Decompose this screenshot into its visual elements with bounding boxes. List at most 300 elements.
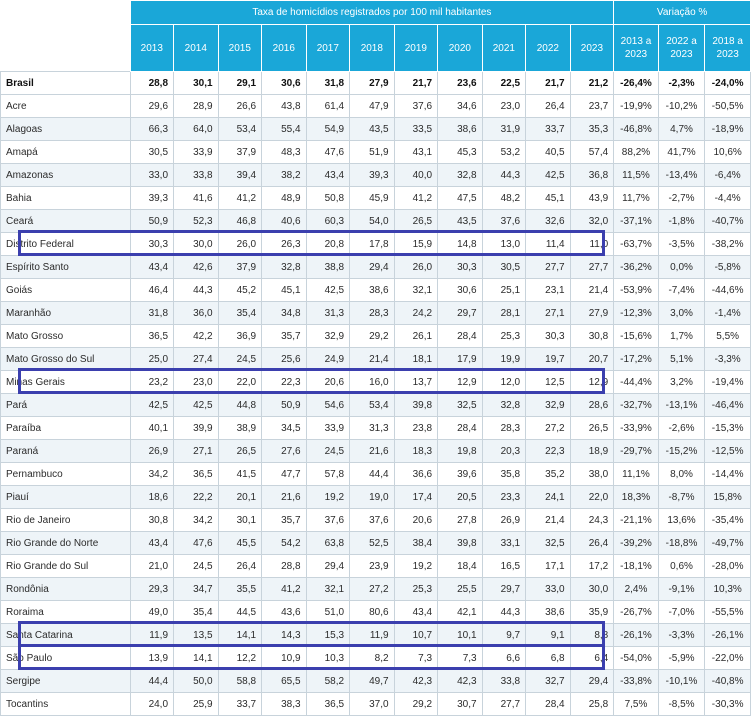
rate-cell: 33,7: [526, 118, 571, 141]
variation-cell: -53,9%: [614, 279, 659, 302]
table-row: [1, 187, 751, 210]
rate-cell: 43,4: [394, 601, 438, 624]
variation-cell: 10,6%: [705, 141, 751, 164]
rate-cell: 26,9: [130, 440, 174, 463]
variation-cell: -5,8%: [705, 256, 751, 279]
state-name: Santa Catarina: [1, 624, 131, 647]
rate-cell: 34,2: [174, 509, 219, 532]
year-header-2015: 2015: [218, 25, 262, 72]
rate-cell: 10,7: [394, 624, 438, 647]
rate-cell: 29,2: [350, 325, 395, 348]
rate-cell: 35,7: [262, 325, 307, 348]
rate-cell: 11,4: [526, 233, 571, 256]
rate-cell: 19,2: [306, 486, 350, 509]
rate-cell: 58,8: [218, 670, 262, 693]
rate-cell: 43,1: [394, 141, 438, 164]
rate-cell: 39,3: [130, 187, 174, 210]
rate-cell: 32,5: [438, 394, 483, 417]
state-name: Distrito Federal: [1, 233, 131, 256]
rate-cell: 32,1: [394, 279, 438, 302]
rate-cell: 44,8: [218, 394, 262, 417]
rate-cell: 20,6: [394, 509, 438, 532]
rate-cell: 48,9: [262, 187, 307, 210]
rate-cell: 66,3: [130, 118, 174, 141]
variation-cell: -19,9%: [614, 95, 659, 118]
table-row: [1, 141, 751, 164]
rate-cell: 24,5: [218, 348, 262, 371]
rate-cell: 30,5: [130, 141, 174, 164]
rate-cell: 30,6: [262, 72, 307, 95]
rate-group-header: Taxa de homicídios registrados por 100 mil habitantes: [130, 1, 614, 25]
rate-cell: 27,7: [526, 256, 571, 279]
state-name: Acre: [1, 95, 131, 118]
rate-cell: 19,0: [350, 486, 395, 509]
rate-cell: 30,0: [570, 578, 614, 601]
rate-cell: 17,4: [394, 486, 438, 509]
state-name: Rondônia: [1, 578, 131, 601]
variation-header: 2013 a 2023: [614, 25, 659, 72]
rate-cell: 35,3: [570, 118, 614, 141]
variation-cell: -46,8%: [614, 118, 659, 141]
rate-cell: 30,8: [130, 509, 174, 532]
variation-cell: -10,2%: [658, 95, 705, 118]
rate-cell: 32,8: [482, 394, 526, 417]
rate-cell: 25,0: [130, 348, 174, 371]
state-name: Maranhão: [1, 302, 131, 325]
table-row: [1, 486, 751, 509]
state-name: São Paulo: [1, 647, 131, 670]
rate-cell: 38,0: [570, 463, 614, 486]
variation-cell: 2,4%: [614, 578, 659, 601]
variation-cell: -8,7%: [658, 486, 705, 509]
rate-cell: 36,8: [570, 164, 614, 187]
variation-cell: 1,7%: [658, 325, 705, 348]
rate-cell: 16,0: [350, 371, 395, 394]
rate-cell: 35,7: [262, 509, 307, 532]
table-row: [1, 670, 751, 693]
rate-cell: 29,1: [218, 72, 262, 95]
variation-cell: 3,0%: [658, 302, 705, 325]
rate-cell: 27,7: [570, 256, 614, 279]
rate-cell: 50,0: [174, 670, 219, 693]
rate-cell: 15,3: [306, 624, 350, 647]
rate-cell: 61,4: [306, 95, 350, 118]
rate-cell: 39,8: [394, 394, 438, 417]
rate-cell: 32,5: [526, 532, 571, 555]
rate-cell: 12,9: [438, 371, 483, 394]
year-header-2023: 2023: [570, 25, 614, 72]
rate-cell: 26,9: [482, 509, 526, 532]
rate-cell: 35,8: [482, 463, 526, 486]
rate-cell: 27,2: [350, 578, 395, 601]
variation-cell: -63,7%: [614, 233, 659, 256]
rate-cell: 28,8: [262, 555, 307, 578]
variation-cell: 5,5%: [705, 325, 751, 348]
rate-cell: 19,2: [394, 555, 438, 578]
year-header-2022: 2022: [526, 25, 571, 72]
rate-cell: 48,2: [482, 187, 526, 210]
rate-cell: 26,6: [218, 95, 262, 118]
rate-cell: 40,1: [130, 417, 174, 440]
rate-cell: 30,5: [482, 256, 526, 279]
state-name: Goiás: [1, 279, 131, 302]
rate-cell: 40,0: [394, 164, 438, 187]
rate-cell: 64,0: [174, 118, 219, 141]
rate-cell: 36,0: [174, 302, 219, 325]
table-row: [1, 95, 751, 118]
rate-cell: 10,1: [438, 624, 483, 647]
variation-cell: -54,0%: [614, 647, 659, 670]
rate-cell: 47,6: [306, 141, 350, 164]
rate-cell: 9,7: [482, 624, 526, 647]
rate-cell: 36,6: [394, 463, 438, 486]
table-row: [1, 233, 751, 256]
variation-cell: 11,1%: [614, 463, 659, 486]
rate-cell: 18,1: [394, 348, 438, 371]
rate-cell: 14,3: [262, 624, 307, 647]
table-row: [1, 555, 751, 578]
variation-cell: -22,0%: [705, 647, 751, 670]
rate-cell: 32,9: [526, 394, 571, 417]
rate-cell: 58,2: [306, 670, 350, 693]
rate-cell: 31,9: [482, 118, 526, 141]
rate-cell: 43,8: [262, 95, 307, 118]
rate-cell: 27,8: [438, 509, 483, 532]
rate-cell: 13,9: [130, 647, 174, 670]
rate-cell: 28,8: [130, 72, 174, 95]
rate-cell: 30,3: [526, 325, 571, 348]
rate-cell: 17,2: [570, 555, 614, 578]
rate-cell: 20,3: [482, 440, 526, 463]
variation-cell: -7,0%: [658, 601, 705, 624]
rate-cell: 29,2: [394, 693, 438, 716]
rate-cell: 24,5: [174, 555, 219, 578]
state-name: Paraná: [1, 440, 131, 463]
rate-cell: 29,4: [350, 256, 395, 279]
variation-cell: -17,2%: [614, 348, 659, 371]
rate-cell: 31,8: [306, 72, 350, 95]
rate-cell: 30,7: [438, 693, 483, 716]
rate-cell: 52,3: [174, 210, 219, 233]
rate-cell: 19,9: [482, 348, 526, 371]
variation-cell: -8,5%: [658, 693, 705, 716]
year-header-2018: 2018: [350, 25, 395, 72]
rate-cell: 35,9: [570, 601, 614, 624]
rate-cell: 29,6: [130, 95, 174, 118]
rate-cell: 26,4: [526, 95, 571, 118]
rate-cell: 43,6: [262, 601, 307, 624]
variation-cell: -26,1%: [614, 624, 659, 647]
rate-cell: 23,3: [482, 486, 526, 509]
variation-header: 2018 a 2023: [705, 25, 751, 72]
rate-cell: 6,6: [482, 647, 526, 670]
variation-cell: -3,3%: [658, 624, 705, 647]
rate-cell: 31,3: [306, 302, 350, 325]
rate-cell: 20,6: [306, 371, 350, 394]
variation-cell: -30,3%: [705, 693, 751, 716]
rate-cell: 26,3: [262, 233, 307, 256]
rate-cell: 52,5: [350, 532, 395, 555]
rate-cell: 25,3: [482, 325, 526, 348]
rate-cell: 28,3: [482, 417, 526, 440]
state-name: Pernambuco: [1, 463, 131, 486]
variation-cell: 10,3%: [705, 578, 751, 601]
rate-cell: 10,3: [306, 647, 350, 670]
table-row: [1, 578, 751, 601]
variation-cell: -2,7%: [658, 187, 705, 210]
rate-cell: 18,6: [130, 486, 174, 509]
rate-cell: 26,4: [570, 532, 614, 555]
rate-cell: 53,4: [350, 394, 395, 417]
table-row: [1, 302, 751, 325]
rate-cell: 20,8: [306, 233, 350, 256]
rate-cell: 44,4: [130, 670, 174, 693]
rate-cell: 6,8: [526, 647, 571, 670]
rate-cell: 51,9: [350, 141, 395, 164]
rate-cell: 44,3: [482, 601, 526, 624]
rate-cell: 23,2: [130, 371, 174, 394]
rate-cell: 65,5: [262, 670, 307, 693]
rate-cell: 24,9: [306, 348, 350, 371]
rate-cell: 44,4: [350, 463, 395, 486]
rate-cell: 7,3: [394, 647, 438, 670]
variation-cell: -15,3%: [705, 417, 751, 440]
rate-cell: 33,7: [218, 693, 262, 716]
state-name: Amazonas: [1, 164, 131, 187]
rate-cell: 54,9: [306, 118, 350, 141]
rate-cell: 16,5: [482, 555, 526, 578]
rate-cell: 45,3: [438, 141, 483, 164]
year-header-2019: 2019: [394, 25, 438, 72]
rate-cell: 50,8: [306, 187, 350, 210]
rate-cell: 25,1: [482, 279, 526, 302]
rate-cell: 12,0: [482, 371, 526, 394]
rate-cell: 34,6: [438, 95, 483, 118]
rate-cell: 30,3: [438, 256, 483, 279]
table-row: [1, 256, 751, 279]
table-row: [1, 532, 751, 555]
rate-cell: 55,4: [262, 118, 307, 141]
rate-cell: 23,8: [394, 417, 438, 440]
table-row: [1, 417, 751, 440]
rate-cell: 32,9: [306, 325, 350, 348]
rate-cell: 43,9: [570, 187, 614, 210]
state-name: Bahia: [1, 187, 131, 210]
variation-cell: -2,3%: [658, 72, 705, 95]
variation-cell: -18,9%: [705, 118, 751, 141]
rate-cell: 21,7: [394, 72, 438, 95]
rate-cell: 45,2: [218, 279, 262, 302]
rate-cell: 80,6: [350, 601, 395, 624]
rate-cell: 33,5: [394, 118, 438, 141]
rate-cell: 38,3: [262, 693, 307, 716]
rate-cell: 45,9: [350, 187, 395, 210]
variation-cell: -19,4%: [705, 371, 751, 394]
state-name: Pará: [1, 394, 131, 417]
rate-cell: 35,4: [174, 601, 219, 624]
variation-cell: 3,2%: [658, 371, 705, 394]
rate-cell: 30,3: [130, 233, 174, 256]
state-name: Piauí: [1, 486, 131, 509]
variation-header: 2022 a 2023: [658, 25, 705, 72]
rate-cell: 33,8: [482, 670, 526, 693]
rate-cell: 37,6: [394, 95, 438, 118]
rate-cell: 14,1: [218, 624, 262, 647]
variation-cell: -18,1%: [614, 555, 659, 578]
variation-cell: -26,1%: [705, 624, 751, 647]
rate-cell: 38,6: [438, 118, 483, 141]
rate-cell: 42,2: [174, 325, 219, 348]
rate-cell: 21,0: [130, 555, 174, 578]
rate-cell: 24,1: [526, 486, 571, 509]
rate-cell: 25,3: [394, 578, 438, 601]
rate-cell: 44,3: [174, 279, 219, 302]
rate-cell: 49,7: [350, 670, 395, 693]
rate-cell: 18,9: [570, 440, 614, 463]
rate-cell: 43,4: [130, 256, 174, 279]
rate-cell: 22,0: [218, 371, 262, 394]
table-row: [1, 601, 751, 624]
rate-cell: 38,6: [350, 279, 395, 302]
table-row: [1, 210, 751, 233]
rate-cell: 34,5: [262, 417, 307, 440]
variation-cell: -9,1%: [658, 578, 705, 601]
rate-cell: 26,5: [394, 210, 438, 233]
table-row: [1, 509, 751, 532]
rate-cell: 18,4: [438, 555, 483, 578]
rate-cell: 48,3: [262, 141, 307, 164]
rate-cell: 28,4: [438, 417, 483, 440]
state-name: Rio Grande do Sul: [1, 555, 131, 578]
variation-cell: -12,5%: [705, 440, 751, 463]
rate-cell: 33,8: [174, 164, 219, 187]
variation-cell: -10,1%: [658, 670, 705, 693]
rate-cell: 49,0: [130, 601, 174, 624]
rate-cell: 46,4: [130, 279, 174, 302]
rate-cell: 27,6: [262, 440, 307, 463]
rate-cell: 45,1: [526, 187, 571, 210]
variation-cell: -37,1%: [614, 210, 659, 233]
variation-cell: -55,5%: [705, 601, 751, 624]
rate-cell: 34,7: [174, 578, 219, 601]
rate-cell: 33,1: [482, 532, 526, 555]
variation-cell: 11,5%: [614, 164, 659, 187]
rate-cell: 35,5: [218, 578, 262, 601]
rate-cell: 43,4: [130, 532, 174, 555]
year-header-2013: 2013: [130, 25, 174, 72]
rate-cell: 17,9: [438, 348, 483, 371]
variation-cell: -15,2%: [658, 440, 705, 463]
state-name: Espírito Santo: [1, 256, 131, 279]
rate-cell: 38,2: [262, 164, 307, 187]
year-header-2014: 2014: [174, 25, 219, 72]
rate-cell: 25,5: [438, 578, 483, 601]
rate-cell: 13,0: [482, 233, 526, 256]
variation-cell: 7,5%: [614, 693, 659, 716]
rate-cell: 13,5: [174, 624, 219, 647]
rate-cell: 19,8: [438, 440, 483, 463]
variation-cell: -33,8%: [614, 670, 659, 693]
variation-cell: -35,4%: [705, 509, 751, 532]
rate-cell: 30,6: [438, 279, 483, 302]
table-row: [1, 348, 751, 371]
rate-cell: 35,4: [218, 302, 262, 325]
rate-cell: 34,8: [262, 302, 307, 325]
rate-cell: 36,5: [130, 325, 174, 348]
rate-cell: 43,5: [438, 210, 483, 233]
rate-cell: 27,2: [526, 417, 571, 440]
state-name: Minas Gerais: [1, 371, 131, 394]
rate-cell: 36,5: [174, 463, 219, 486]
variation-cell: -13,1%: [658, 394, 705, 417]
rate-cell: 47,5: [438, 187, 483, 210]
rate-cell: 8,2: [350, 647, 395, 670]
state-name: Sergipe: [1, 670, 131, 693]
rate-cell: 39,9: [174, 417, 219, 440]
rate-cell: 21,6: [350, 440, 395, 463]
variation-cell: -1,4%: [705, 302, 751, 325]
rate-cell: 27,4: [174, 348, 219, 371]
table-row: [1, 394, 751, 417]
variation-cell: -38,2%: [705, 233, 751, 256]
rate-cell: 33,0: [130, 164, 174, 187]
table-row: [1, 647, 751, 670]
rate-cell: 54,6: [306, 394, 350, 417]
rate-cell: 53,4: [218, 118, 262, 141]
rate-cell: 37,6: [350, 509, 395, 532]
variation-cell: -40,8%: [705, 670, 751, 693]
rate-cell: 33,0: [526, 578, 571, 601]
rate-cell: 63,8: [306, 532, 350, 555]
variation-cell: -7,4%: [658, 279, 705, 302]
rate-cell: 41,2: [394, 187, 438, 210]
rate-cell: 23,7: [570, 95, 614, 118]
rate-cell: 37,0: [350, 693, 395, 716]
variation-cell: 88,2%: [614, 141, 659, 164]
rate-cell: 41,6: [174, 187, 219, 210]
rate-cell: 54,2: [262, 532, 307, 555]
rate-cell: 42,6: [174, 256, 219, 279]
rate-cell: 11,9: [350, 624, 395, 647]
state-name: Paraíba: [1, 417, 131, 440]
rate-cell: 24,0: [130, 693, 174, 716]
variation-cell: -26,7%: [614, 601, 659, 624]
rate-cell: 11,9: [130, 624, 174, 647]
variation-cell: -40,7%: [705, 210, 751, 233]
variation-cell: -39,2%: [614, 532, 659, 555]
total-row: [1, 72, 751, 95]
rate-cell: 42,3: [394, 670, 438, 693]
rate-cell: 21,4: [526, 509, 571, 532]
rate-cell: 41,2: [262, 578, 307, 601]
rate-cell: 57,4: [570, 141, 614, 164]
rate-cell: 14,8: [438, 233, 483, 256]
rate-cell: 39,6: [438, 463, 483, 486]
state-name: Roraima: [1, 601, 131, 624]
rate-cell: 22,5: [482, 72, 526, 95]
variation-cell: -14,4%: [705, 463, 751, 486]
rate-cell: 50,9: [262, 394, 307, 417]
rate-cell: 25,6: [262, 348, 307, 371]
rate-cell: 28,6: [570, 394, 614, 417]
variation-cell: 4,7%: [658, 118, 705, 141]
rate-cell: 15,9: [394, 233, 438, 256]
variation-cell: 13,6%: [658, 509, 705, 532]
variation-cell: -13,4%: [658, 164, 705, 187]
rate-cell: 13,7: [394, 371, 438, 394]
variation-cell: -44,4%: [614, 371, 659, 394]
rate-cell: 44,5: [218, 601, 262, 624]
